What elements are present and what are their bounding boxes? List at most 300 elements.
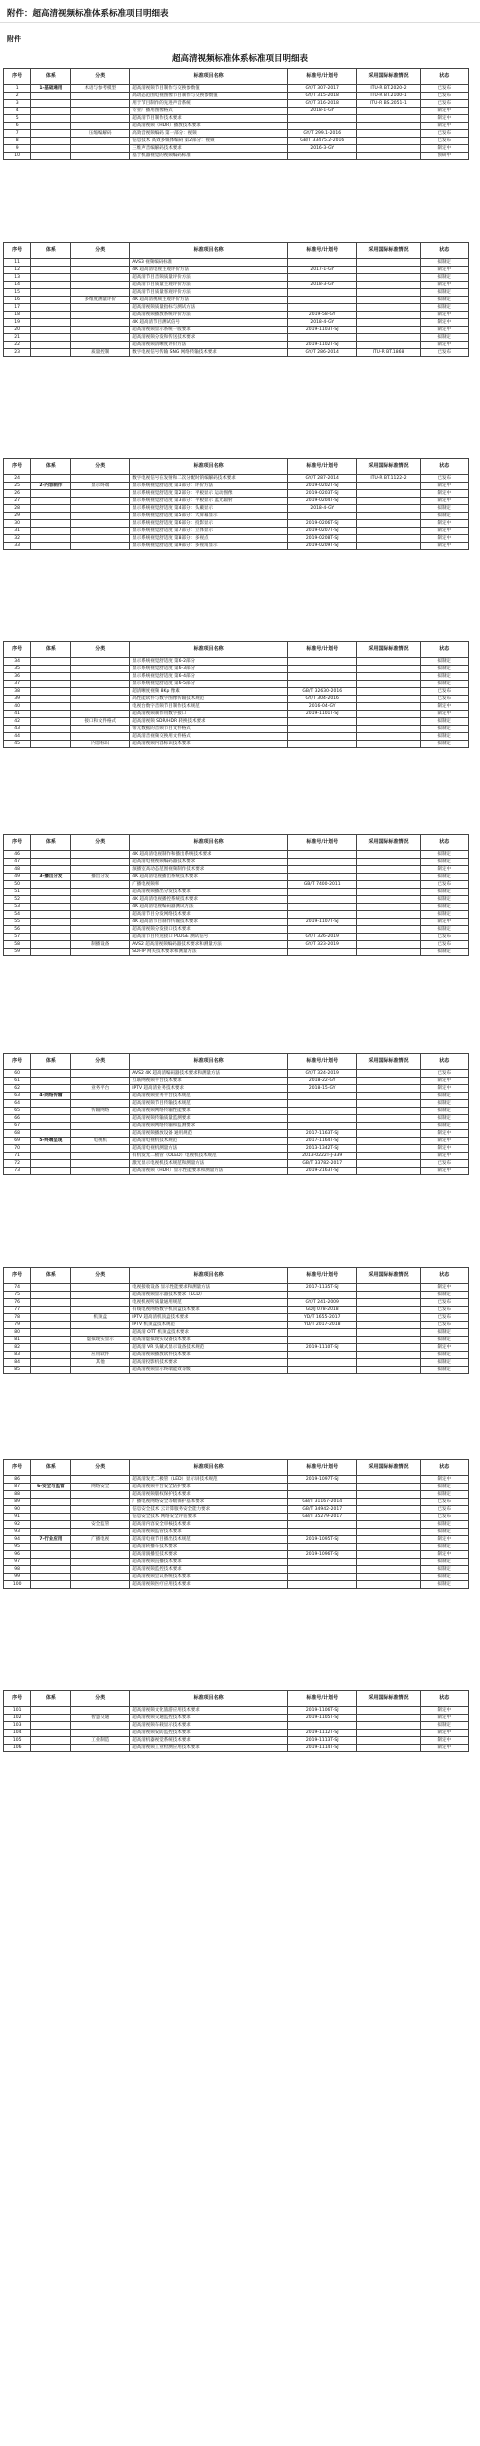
table-cell: 2-内容制作 [31, 482, 71, 490]
table-cell [288, 1483, 357, 1491]
table-row [4, 1573, 469, 1581]
table-cell [357, 1160, 420, 1168]
table-cell: 拟制定 [420, 289, 468, 297]
table-cell: 已发布 [420, 1306, 468, 1314]
table-cell: 76 [4, 1299, 31, 1307]
table-row [4, 725, 469, 733]
table-row [4, 1506, 469, 1514]
table-cell [31, 1491, 71, 1499]
table-cell [31, 289, 71, 297]
table-cell [288, 1351, 357, 1359]
table-cell [31, 1528, 71, 1536]
table-row [4, 505, 469, 513]
table-cell: 拟制定 [420, 851, 468, 859]
table-cell [357, 304, 420, 312]
table-header-row [4, 1054, 469, 1070]
table-cell: 制定中 [420, 482, 468, 490]
table-cell: 超高清视频传输质量监测要求 [130, 1115, 288, 1123]
table-cell: 69 [4, 1137, 31, 1145]
table-row [4, 1336, 469, 1344]
table-cell: 术语与参考模型 [71, 85, 130, 93]
column-header: 标准号/计划号 [288, 835, 357, 851]
table-cell [288, 122, 357, 130]
column-header: 状态 [420, 459, 468, 475]
table-row [4, 1543, 469, 1551]
table-cell: 96 [4, 1551, 31, 1559]
table-cell: 拟制定 [420, 1581, 468, 1589]
table-cell: 超高清视频分发接口技术要求 [130, 926, 288, 934]
table-cell: 拟制定 [420, 1366, 468, 1374]
table-row [4, 1491, 469, 1499]
table-row [4, 1137, 469, 1145]
table-cell: 88 [4, 1491, 31, 1499]
table-cell: 拟制定 [420, 1115, 468, 1123]
table-cell: 93 [4, 1528, 31, 1536]
table-cell [31, 1722, 71, 1730]
table-cell: 92 [4, 1521, 31, 1529]
table-cell [288, 658, 357, 666]
table-row [4, 122, 469, 130]
table-cell [288, 259, 357, 267]
table-cell: 拟制定 [420, 1483, 468, 1491]
table-row [4, 115, 469, 123]
table-cell: 2019-0209T-SJ [288, 542, 357, 550]
table-cell: 拟制定 [420, 903, 468, 911]
table-cell: 87 [4, 1483, 31, 1491]
table-cell: 超高清视频制作用数字接口 [130, 710, 288, 718]
column-header: 体系 [31, 459, 71, 475]
table-cell: 制定中 [420, 1137, 468, 1145]
table-cell: GB/T 33782-2017 [288, 1160, 357, 1168]
table-cell [357, 527, 420, 535]
table-cell: 显示终端 [71, 482, 130, 490]
table-cell: 拟制定 [420, 1291, 468, 1299]
table-cell [31, 259, 71, 267]
table-cell [357, 497, 420, 505]
column-header: 标准项目名称 [130, 459, 288, 475]
table-header-row [4, 1460, 469, 1476]
table-cell: 虚拟现实显示 [71, 1336, 130, 1344]
table-cell [71, 688, 130, 696]
table-cell: 应用软件 [71, 1351, 130, 1359]
table-row [4, 1714, 469, 1722]
table-cell: 70 [4, 1145, 31, 1153]
table-cell: GB/T 32630-2016 [288, 688, 357, 696]
table-cell: 15 [4, 289, 31, 297]
table-row [4, 941, 469, 949]
table-cell [31, 1714, 71, 1722]
table-row [4, 1291, 469, 1299]
table-cell: 31 [4, 527, 31, 535]
table-cell: 制定中 [420, 326, 468, 334]
table-cell: 4K 超高清电视主观评价方法 [130, 266, 288, 274]
table-cell [357, 695, 420, 703]
table-cell: 超高清 VR 头戴式显示设备技术规范 [130, 1344, 288, 1352]
table-cell [71, 1729, 130, 1737]
header-divider [0, 22, 480, 23]
table-cell: 质量控制 [71, 349, 130, 357]
table-row [4, 1707, 469, 1715]
table-cell: 32 [4, 535, 31, 543]
table-cell [71, 137, 130, 145]
table-cell: 2019-0204T-SJ [288, 497, 357, 505]
table-cell: 4K 超高清电视制作和播出系统技术要求 [130, 851, 288, 859]
table-cell: 激光显示电视机技术规范和测量方法 [130, 1160, 288, 1168]
table-cell [288, 115, 357, 123]
table-cell: 超高清视频交通监控技术要求 [130, 1714, 288, 1722]
table-cell: 2019-0207T-SJ [288, 527, 357, 535]
table-cell: 拟制定 [420, 1722, 468, 1730]
table-cell [71, 665, 130, 673]
table-cell [357, 1291, 420, 1299]
table-cell [71, 896, 130, 904]
table-cell [71, 527, 130, 535]
table-cell [71, 725, 130, 733]
table-cell: 14 [4, 281, 31, 289]
table-cell: 超高清虚拟现实设备技术要求 [130, 1336, 288, 1344]
table-cell: 30 [4, 520, 31, 528]
table-cell: 78 [4, 1314, 31, 1322]
table-cell [71, 881, 130, 889]
table-cell [288, 289, 357, 297]
table-cell: 制定中 [420, 319, 468, 327]
table-cell: 2019-1106T-SJ [288, 1707, 357, 1715]
table-row [4, 512, 469, 520]
table-row [4, 1483, 469, 1491]
table-cell: 显示系统视觉舒适度 第8部分：多视点 [130, 535, 288, 543]
table-cell [31, 349, 71, 357]
table-header-row [4, 1268, 469, 1284]
table-cell [31, 903, 71, 911]
table-cell: 已发布 [420, 1321, 468, 1329]
table-cell: 2019-58-GY [288, 311, 357, 319]
table-cell [357, 1152, 420, 1160]
table-cell [357, 1722, 420, 1730]
table-cell [288, 718, 357, 726]
table-cell: 拟制定 [420, 896, 468, 904]
table-cell: 98 [4, 1566, 31, 1574]
table-cell [71, 152, 130, 160]
table-cell [357, 281, 420, 289]
table-cell: 超高清节目制作技术要求 [130, 115, 288, 123]
table-cell [288, 1521, 357, 1529]
table-cell [31, 1351, 71, 1359]
table-cell: 25 [4, 482, 31, 490]
table-cell: 基于机器视觉的视频编码标准 [130, 152, 288, 160]
table-cell [357, 326, 420, 334]
table-cell [357, 881, 420, 889]
table-cell: 制定中 [420, 535, 468, 543]
table-cell: ITU-R BS.2051-1 [357, 100, 420, 108]
table-cell [288, 888, 357, 896]
table-cell [71, 115, 130, 123]
table-cell: 制定中 [420, 1744, 468, 1752]
column-header: 体系 [31, 243, 71, 259]
table-cell: 信息安全技术 云计算服务安全能力要求 [130, 1506, 288, 1514]
column-header: 标准项目名称 [130, 1691, 288, 1707]
table-cell: 103 [4, 1722, 31, 1730]
table-cell: 21 [4, 334, 31, 342]
table-cell: 制定中 [420, 1344, 468, 1352]
table-cell [357, 1145, 420, 1153]
table-cell: 业务平台 [71, 1085, 130, 1093]
table-cell: 2019-1107T-SJ [288, 918, 357, 926]
table-cell [71, 680, 130, 688]
table-cell: 拟制定 [420, 334, 468, 342]
table-cell [71, 710, 130, 718]
table-cell: 超高清视频 SDR/HDR 转换技术要求 [130, 718, 288, 726]
table-cell [288, 1491, 357, 1499]
column-header: 标准项目名称 [130, 1460, 288, 1476]
table-cell: 73 [4, 1167, 31, 1175]
table-cell: 制定中 [420, 281, 468, 289]
table-cell: 80 [4, 1329, 31, 1337]
table-cell [357, 1551, 420, 1559]
table-cell: 广播电视网络安全等级保护基本要求 [130, 1498, 288, 1506]
table-row [4, 289, 469, 297]
table-cell: 制定中 [420, 490, 468, 498]
table-cell: 已发布 [420, 1314, 468, 1322]
table-cell: 36 [4, 673, 31, 681]
table-cell [357, 1070, 420, 1078]
table-cell: 拟制定 [420, 733, 468, 741]
table-cell [71, 289, 130, 297]
table-cell: 67 [4, 1122, 31, 1130]
table-cell: 数字电视信号在发射和二次分配时的编解码技术要求 [130, 475, 288, 483]
table-cell: YD/T 1655-2017 [288, 1314, 357, 1322]
table-cell [31, 520, 71, 528]
table-header-row [4, 835, 469, 851]
column-header: 体系 [31, 1460, 71, 1476]
table-cell [31, 1336, 71, 1344]
table-cell: 104 [4, 1729, 31, 1737]
table-cell: 2019-0202T-SJ [288, 482, 357, 490]
column-header: 序号 [4, 459, 31, 475]
table-cell [71, 948, 130, 956]
table-cell [357, 1284, 420, 1292]
table-cell: 超高清视频播放系统评价方法 [130, 311, 288, 319]
table-cell [71, 341, 130, 349]
table-cell [288, 665, 357, 673]
table-row [4, 1284, 469, 1292]
table-row [4, 1521, 469, 1529]
table-cell [357, 289, 420, 297]
table-cell [357, 933, 420, 941]
table-cell [288, 152, 357, 160]
table-cell: GY/T 299.1-2016 [288, 130, 357, 138]
table-row [4, 718, 469, 726]
table-cell: 2018-1-GY [288, 107, 357, 115]
table-cell: 超高清机器视觉系统技术要求 [130, 1737, 288, 1745]
table-cell [31, 1476, 71, 1484]
table-cell: IPTV 超高清业务技术要求 [130, 1085, 288, 1093]
table-cell: GY/T 315-2018 [288, 92, 357, 100]
column-header: 分类 [71, 1054, 130, 1070]
table-cell [71, 1284, 130, 1292]
table-cell [71, 334, 130, 342]
table-cell: 拟制定 [420, 1521, 468, 1529]
table-cell: 已发布 [420, 933, 468, 941]
column-header: 分类 [71, 835, 130, 851]
table-cell: 制定中 [420, 1729, 468, 1737]
table-cell [31, 1366, 71, 1374]
table-cell [31, 1100, 71, 1108]
column-header: 分类 [71, 642, 130, 658]
table-row [4, 918, 469, 926]
table-cell [357, 107, 420, 115]
table-row [4, 152, 469, 160]
table-cell: IPTV 机顶盒技术规范 [130, 1321, 288, 1329]
table-cell [288, 903, 357, 911]
column-header: 体系 [31, 69, 71, 85]
column-header: 体系 [31, 1268, 71, 1284]
table-cell: 制定中 [420, 1085, 468, 1093]
table-row [4, 1359, 469, 1367]
table-cell: ITU-R BT.1868 [357, 349, 420, 357]
table-cell: 19 [4, 319, 31, 327]
table-cell [31, 858, 71, 866]
table-cell [357, 122, 420, 130]
table-cell: 2016-04-GY [288, 703, 357, 711]
table-cell: 拟制定 [420, 1107, 468, 1115]
table-cell: 101 [4, 1707, 31, 1715]
table-cell [357, 703, 420, 711]
table-cell: 超高清节目传送接口 PLUGE 测试信号 [130, 933, 288, 941]
table-cell: 已发布 [420, 941, 468, 949]
table-cell: GB/T 7400-2011 [288, 881, 357, 889]
table-cell: 超高清视频监控技术要求 [130, 1566, 288, 1574]
table-cell [357, 1513, 420, 1521]
table-cell [71, 933, 130, 941]
standards-table [3, 641, 469, 748]
table-cell: 拟制定 [420, 1122, 468, 1130]
table-row [4, 688, 469, 696]
standards-table [3, 1690, 469, 1752]
table-cell [71, 281, 130, 289]
table-cell [71, 274, 130, 282]
table-cell [357, 130, 420, 138]
table-cell [71, 304, 130, 312]
table-cell [71, 926, 130, 934]
table-cell: 制播设备 [71, 941, 130, 949]
table-row [4, 695, 469, 703]
table-cell: AVS2 超高清视频编码器技术要求和测量方法 [130, 941, 288, 949]
table-cell: 制定中 [420, 703, 468, 711]
table-cell [31, 1130, 71, 1138]
table-row [4, 926, 469, 934]
table-cell: 拟制定 [420, 911, 468, 919]
table-cell [357, 1092, 420, 1100]
table-cell: 专业广播用图像格式 [130, 107, 288, 115]
column-header: 分类 [71, 243, 130, 259]
table-cell: 4K 超高清电视播控系统技术要求 [130, 896, 288, 904]
table-cell: 66 [4, 1115, 31, 1123]
table-cell [31, 665, 71, 673]
column-header: 标准号/计划号 [288, 1691, 357, 1707]
column-header: 状态 [420, 642, 468, 658]
table-cell [31, 1498, 71, 1506]
table-cell [357, 918, 420, 926]
table-cell [357, 851, 420, 859]
table-cell: GY/T 326-2019 [288, 933, 357, 941]
table-cell [357, 152, 420, 160]
column-header: 序号 [4, 69, 31, 85]
table-cell: 超高清视频医疗应用技术要求 [130, 1581, 288, 1589]
table-row [4, 311, 469, 319]
table-cell: 2019-1103T-SJ [288, 326, 357, 334]
table-cell: 2019-1105T-SJ [288, 1714, 357, 1722]
table-cell: AVS2 4K 超高清编码器技术要求和测量方法 [130, 1070, 288, 1078]
table-cell [71, 1167, 130, 1175]
table-row [4, 658, 469, 666]
table-cell [71, 542, 130, 550]
table-cell: 26 [4, 490, 31, 498]
table-row [4, 1130, 469, 1138]
table-cell [357, 1366, 420, 1374]
column-header: 采用国际标准情况 [357, 1460, 420, 1476]
table-cell: 16 [4, 296, 31, 304]
table-row [4, 710, 469, 718]
table-cell [71, 266, 130, 274]
table-cell: 拟制定 [420, 680, 468, 688]
table-cell [31, 740, 71, 748]
column-header: 序号 [4, 1460, 31, 1476]
table-cell: 传输网络 [71, 1107, 130, 1115]
column-header: 分类 [71, 69, 130, 85]
table-cell: GB/T 31167-2014 [288, 1498, 357, 1506]
table-cell [31, 542, 71, 550]
table-cell [71, 911, 130, 919]
table-cell: 制定中 [420, 542, 468, 550]
table-cell [357, 137, 420, 145]
table-cell [357, 1344, 420, 1352]
table-cell [71, 1122, 130, 1130]
table-cell: 已发布 [420, 349, 468, 357]
table-cell [31, 1513, 71, 1521]
table-cell: 其他 [71, 1359, 130, 1367]
table-cell: 超高清视频直播技术要求 [130, 1558, 288, 1566]
table-cell: ITU-R BT.2020-2 [357, 85, 420, 93]
table-cell [71, 695, 130, 703]
table-cell [357, 1558, 420, 1566]
table-cell [357, 490, 420, 498]
table-cell [288, 1558, 357, 1566]
table-cell [357, 1077, 420, 1085]
table-cell: GB/T 33475.2-2016 [288, 137, 357, 145]
table-cell [71, 918, 130, 926]
table-cell: 超高清视频平台安全防护要求 [130, 1483, 288, 1491]
table-cell: 制定中 [420, 1284, 468, 1292]
table-cell [357, 903, 420, 911]
table-cell: 2019-1102T-SJ [288, 341, 357, 349]
table-cell [357, 259, 420, 267]
column-header: 标准号/计划号 [288, 243, 357, 259]
table-cell [31, 1107, 71, 1115]
table-cell: 61 [4, 1077, 31, 1085]
table-cell: 多维度测量评价 [71, 296, 130, 304]
table-cell [71, 658, 130, 666]
table-row [4, 703, 469, 711]
table-cell [71, 1558, 130, 1566]
table-cell [357, 718, 420, 726]
table-cell: 51 [4, 888, 31, 896]
table-cell [288, 851, 357, 859]
table-cell: 超高清视频播放设备 通用规范 [130, 1130, 288, 1138]
table-cell: 2019-0203T-SJ [288, 490, 357, 498]
table-cell [357, 512, 420, 520]
table-cell: 7-行业应用 [31, 1536, 71, 1544]
table-cell: 制定中 [420, 311, 468, 319]
